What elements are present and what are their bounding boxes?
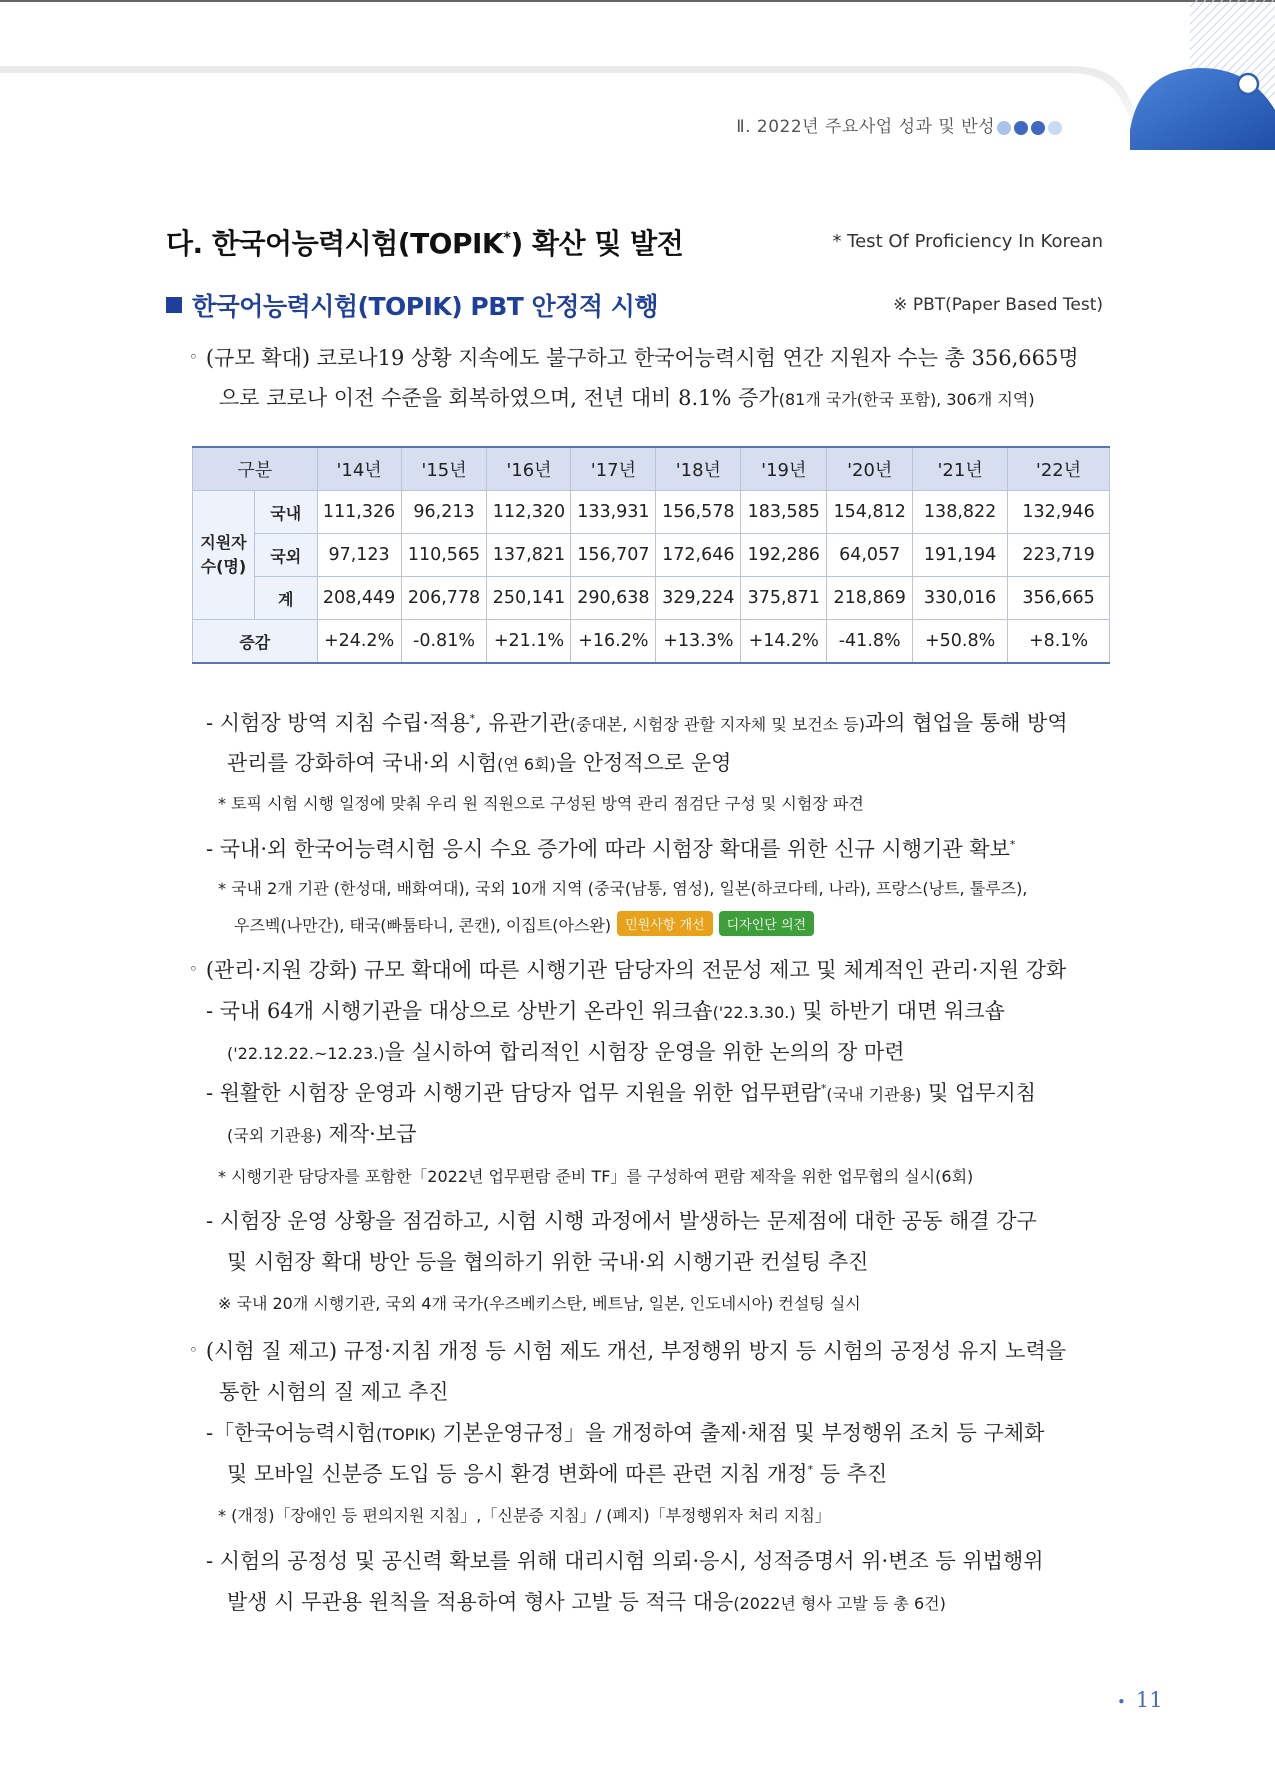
page-number-text: 11 (1135, 1688, 1163, 1712)
footnote-mark: * (1009, 838, 1016, 851)
table-cell: 154,812 (827, 491, 913, 534)
table-header: 구분 (193, 447, 318, 491)
para2-dash3-line2: 및 시험장 확대 방안 등을 협의하기 위한 국내·외 시행기관 컨설팅 추진 (227, 1250, 869, 1274)
page-number (1117, 1688, 1163, 1712)
block1-dash1-line1 (206, 707, 1068, 737)
para1-text: (규모 확대) 코로나19 상황 지속에도 불구하고 한국어능력시험 연간 지원자 수는 총 356,665명 (205, 346, 1079, 370)
dot-icon (1048, 121, 1062, 135)
table-cell: +13.3% (656, 620, 741, 664)
body-text: 발생 시 무관용 원칙을 적용하여 형사 고발 등 적극 대응 (227, 1590, 734, 1614)
table-cell: 110,565 (401, 534, 487, 577)
table-cell: 183,585 (741, 491, 827, 534)
body-text: 및 모바일 신분증 도입 등 응시 환경 변화에 따른 관련 지침 개정 (227, 1462, 808, 1486)
table-header: '16년 (487, 447, 571, 491)
table-cell: 356,665 (1008, 577, 1110, 620)
dot-bullet-icon: • (1117, 1693, 1126, 1711)
table-header: '18년 (656, 447, 741, 491)
row-label: 계 (254, 577, 317, 620)
header-decoration (0, 0, 1275, 150)
table-cell: +16.2% (571, 620, 656, 664)
table-cell: +24.2% (317, 620, 401, 664)
table-cell: 191,194 (913, 534, 1008, 577)
table-cell: +14.2% (741, 620, 827, 664)
row-label: 국외 (254, 534, 317, 577)
block1-note2-line2 (234, 911, 814, 936)
table-cell: 156,578 (656, 491, 741, 534)
para2-dash2-line2 (227, 1118, 416, 1148)
body-text: - 시험장 방역 지침 수립·적용 (206, 711, 470, 735)
body-note: ('22.3.30.) (712, 1003, 796, 1022)
table-header: '22년 (1008, 447, 1110, 491)
table-cell: 375,871 (741, 577, 827, 620)
body-text: 과의 협업을 통해 방역 (865, 711, 1068, 735)
note-text: 우즈벡(나만간), 태국(빠툼타니, 콘캔), 이집트(아스완) (234, 916, 612, 935)
section-dots (997, 120, 1062, 136)
table-cell: 96,213 (401, 491, 487, 534)
table-cell: 137,821 (487, 534, 571, 577)
para2-text: (관리·지원 강화) 규모 확대에 따른 시행기관 담당자의 전문성 제고 및 체계적인 관리·지원 강화 (205, 958, 1067, 982)
block1-note2-line1: * 국내 2개 기관 (한성대, 배화여대), 국외 10개 지역 (중국(남통, 염성), 일본(하코다테, 나라), 프랑스(낭트, 툴루즈), (218, 879, 1028, 898)
body-note: (국내 기관용) (826, 1085, 922, 1104)
table-cell: 208,449 (317, 577, 401, 620)
table-cell: 97,123 (317, 534, 401, 577)
body-text: - 원활한 시험장 운영과 시행기관 담당자 업무 지원을 위한 업무편람 (206, 1081, 821, 1105)
table-cell: 223,719 (1008, 534, 1110, 577)
para1-line1 (189, 342, 1079, 372)
body-note: (국외 기관용) (227, 1126, 322, 1145)
table-row (193, 491, 1110, 534)
table-cell: 156,707 (571, 534, 656, 577)
table-header: '20년 (827, 447, 913, 491)
sub-heading (166, 287, 658, 323)
table-header-row (193, 447, 1110, 491)
para3-line2: 통한 시험의 질 제고 추진 (219, 1380, 449, 1404)
table-cell: 64,057 (827, 534, 913, 577)
dot-icon (1031, 121, 1045, 135)
block1-dash2 (206, 833, 1015, 863)
heading-footnote: * Test Of Proficiency In Korean (832, 231, 1103, 252)
para1-note: (81개 국가(한국 포함), 306개 지역) (778, 390, 1035, 409)
table-cell: 133,931 (571, 491, 656, 534)
para3-dash1-line2 (227, 1458, 887, 1488)
body-note: (중대본, 시험장 관할 지자체 및 보건소 등) (569, 715, 866, 734)
para2-dash1-line1 (206, 995, 1005, 1025)
table-cell: -0.81% (401, 620, 487, 664)
body-text: 제작·보급 (328, 1122, 417, 1146)
table-header: '14년 (317, 447, 401, 491)
heading-sup: * (503, 228, 511, 247)
para2-dash1-line2 (227, 1036, 905, 1066)
sub-heading-title: 한국어능력시험(TOPIK) PBT 안정적 시행 (192, 292, 658, 321)
body-text: -「한국어능력시험 (206, 1421, 377, 1445)
dot-icon (997, 121, 1011, 135)
table-row (193, 534, 1110, 577)
para2-note1: * 시행기관 담당자를 포함한「2022년 업무편람 준비 TF」를 구성하여 편람 제작을 위한 업무협의 실시(6회) (218, 1167, 974, 1186)
table-cell: 192,286 (741, 534, 827, 577)
body-text: - 국내 64개 시행기관을 대상으로 상반기 온라인 워크숍 (206, 999, 713, 1023)
heading-main: 다. 한국어능력시험(TOPIK (166, 227, 504, 260)
square-bullet-icon (166, 297, 182, 313)
badge-civil-complaint: 민원사항 개선 (617, 911, 712, 936)
body-note: ('22.12.22.~12.23.) (227, 1044, 385, 1063)
circle-bullet-icon: ◦ (189, 1341, 198, 1359)
table-header: '21년 (913, 447, 1008, 491)
table-cell: 111,326 (317, 491, 401, 534)
body-note: (연 6회) (497, 755, 556, 774)
table-cell: 132,946 (1008, 491, 1110, 534)
body-text: 및 업무지침 (927, 1081, 1037, 1105)
table-header: '19년 (741, 447, 827, 491)
body-text: , 유관기관 (475, 711, 570, 735)
table-header: '15년 (401, 447, 487, 491)
table-cell: 206,778 (401, 577, 487, 620)
block1-dash1-line2 (227, 747, 731, 777)
para2-line1 (189, 954, 1066, 984)
table-cell: 172,646 (656, 534, 741, 577)
circle-bullet-icon: ◦ (189, 960, 198, 978)
table-cell: 112,320 (487, 491, 571, 534)
table-cell: +21.1% (487, 620, 571, 664)
table-row (193, 577, 1110, 620)
para3-line1 (189, 1335, 1066, 1365)
body-text: 을 실시하여 합리적인 시험장 운영을 위한 논의의 장 마련 (384, 1040, 905, 1064)
table-cell: +50.8% (913, 620, 1008, 664)
circle-ornament-icon (1238, 74, 1258, 94)
body-note: (TOPIK) (376, 1425, 436, 1444)
table-cell: +8.1% (1008, 620, 1110, 664)
row-group-label: 지원자 수(명) (193, 491, 255, 620)
footnote-mark: * (820, 1082, 827, 1095)
body-text: 을 안정적으로 운영 (555, 751, 732, 775)
table-cell: 218,869 (827, 577, 913, 620)
footnote-mark: * (469, 712, 476, 725)
table-cell: 330,016 (913, 577, 1008, 620)
applicants-table (192, 446, 1110, 664)
dot-icon (1014, 121, 1028, 135)
body-text: 및 하반기 대면 워크숍 (802, 999, 1005, 1023)
para2-dash3-line1: - 시험장 운영 상황을 점검하고, 시험 시행 과정에서 발생하는 문제점에 대한 공동 해결 강구 (206, 1209, 1037, 1233)
para2-note2: ※ 국내 20개 시행기관, 국외 4개 국가(우즈베키스탄, 베트남, 일본, 인도네시아) 컨설팅 실시 (218, 1294, 861, 1313)
table-cell: 138,822 (913, 491, 1008, 534)
sub-heading-footnote: ※ PBT(Paper Based Test) (893, 295, 1103, 315)
table-cell: 329,224 (656, 577, 741, 620)
table-cell: 290,638 (571, 577, 656, 620)
section-label: Ⅱ. 2022년 주요사업 성과 및 반성 (736, 117, 995, 137)
body-text: 등 추진 (819, 1462, 888, 1486)
heading-end: ) 확산 및 발전 (510, 227, 684, 260)
block1-note1: * 토픽 시험 시행 일정에 맞춰 우리 원 직원으로 구성된 방역 관리 점검단 구성 및 시험장 파견 (218, 794, 864, 813)
body-text: - 국내·외 한국어능력시험 응시 수요 증가에 따라 시험장 확대를 위한 신규 시행기관 확보 (206, 837, 1010, 861)
para1-line2 (219, 382, 1035, 412)
para1-text: 으로 코로나 이전 수준을 회복하였으며, 전년 대비 8.1% 증가 (219, 386, 779, 410)
table-row (193, 620, 1110, 664)
para3-dash2-line2 (227, 1586, 946, 1616)
para2-dash2-line1 (206, 1077, 1036, 1107)
para3-dash2-line1: - 시험의 공정성 및 공신력 확보를 위해 대리시험 의뢰·응시, 성적증명서 위·변조 등 위법행위 (206, 1549, 1044, 1573)
badge-design-opinion: 디자인단 의견 (719, 911, 814, 936)
para3-dash1-line1 (206, 1417, 1044, 1447)
row-label: 증감 (193, 620, 318, 664)
row-label: 국내 (254, 491, 317, 534)
table-cell: -41.8% (827, 620, 913, 664)
section-heading (166, 222, 683, 262)
body-text: 관리를 강화하여 국내·외 시험 (227, 751, 498, 775)
circle-bullet-icon: ◦ (189, 348, 198, 366)
header-band (0, 0, 1275, 150)
body-note: (2022년 형사 고발 등 총 6건) (733, 1594, 946, 1613)
para3-note1: * (개정)「장애인 등 편의지원 지침」,「신분증 지침」/ (폐지)「부정행위자 처리 지침」 (218, 1506, 831, 1525)
table-cell: 250,141 (487, 577, 571, 620)
table-header: '17년 (571, 447, 656, 491)
body-text: 기본운영규정」을 개정하여 출제·채점 및 부정행위 조치 등 구체화 (442, 1421, 1045, 1445)
para3-text: (시험 질 제고) 규정·지침 개정 등 시험 제도 개선, 부정행위 방지 등 시험의 공정성 유지 노력을 (205, 1339, 1067, 1363)
footnote-mark: * (807, 1463, 814, 1476)
